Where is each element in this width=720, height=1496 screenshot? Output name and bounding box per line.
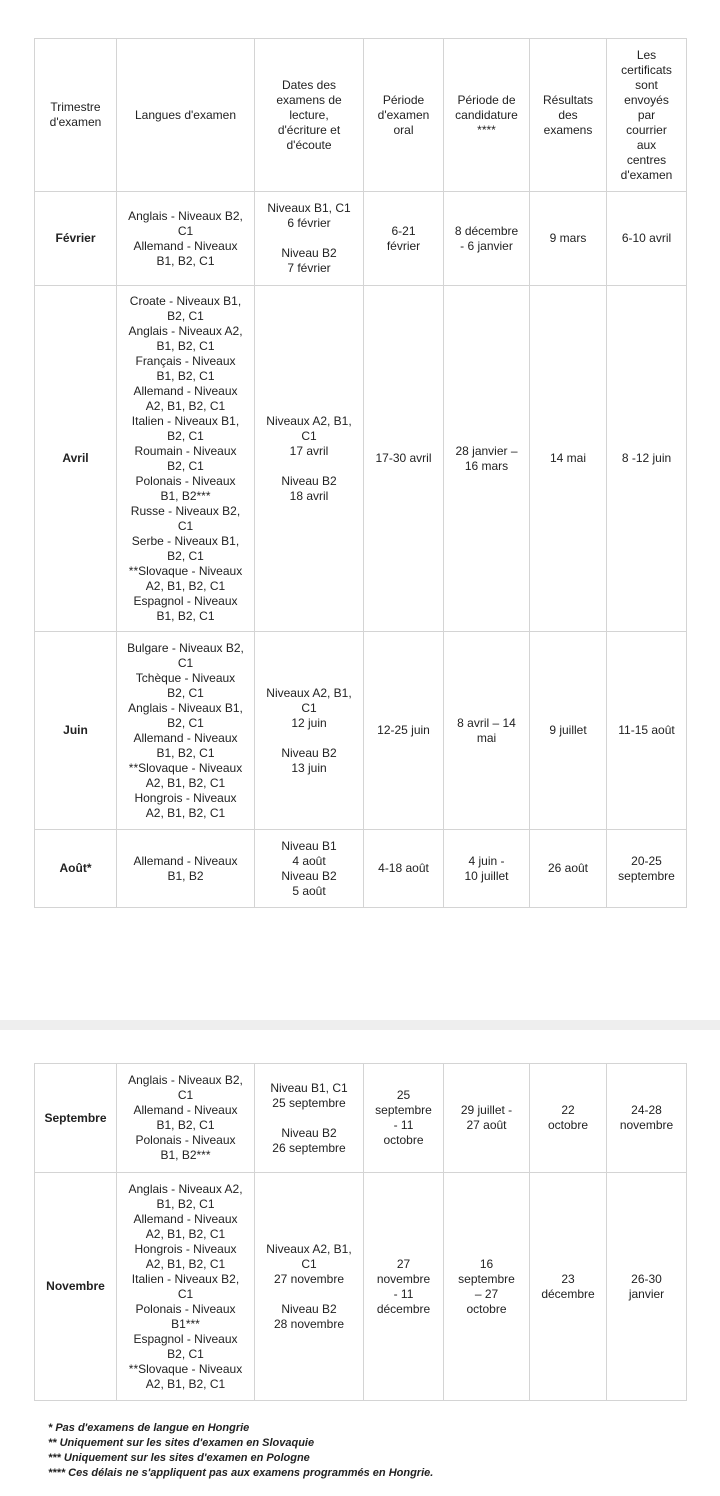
languages-cell: Croate - Niveaux B1, B2, C1 Anglais - Niveaux A2, B1, B2, C1 Français - Niveaux B1, B2, C1 Allemand - Niveaux A2, B1, B2, C1 Italien - Niveaux B1, B2, C1 Roumain - Niveaux B2, C1 Polonais - Niveaux B1, B2*** Russe - Niveaux B2, C1 Serbe - Niveaux B1, B2, C1 **Slovaque - Niveaux A2, B1, B2, C1 Espagnol - Niveaux B1, B2, C1 bbox=[117, 286, 255, 632]
application-cell: 4 juin - 10 juillet bbox=[444, 830, 530, 908]
languages-cell: Allemand - Niveaux B1, B2 bbox=[117, 830, 255, 908]
certificates-cell: 20-25 septembre bbox=[607, 830, 687, 908]
dates-cell: Niveaux A2, B1, C1 12 juin Niveau B2 13 juin bbox=[255, 632, 364, 830]
application-cell: 8 décembre - 6 janvier bbox=[444, 192, 530, 286]
footnote: ** Uniquement sur les sites d'examen en Slovaquie bbox=[48, 1437, 315, 1449]
table-row bbox=[35, 830, 687, 908]
certificates-cell: 6-10 avril bbox=[607, 192, 687, 286]
dates-cell: Niveau B1, C1 25 septembre Niveau B2 26 septembre bbox=[255, 1064, 364, 1173]
exam-schedule-table-continued bbox=[34, 1063, 687, 1401]
languages-cell: Anglais - Niveaux B2, C1 Allemand - Niveaux B1, B2, C1 bbox=[117, 192, 255, 286]
table-row bbox=[35, 192, 687, 286]
header-results: Résultats des examens bbox=[530, 39, 607, 192]
results-cell: 9 juillet bbox=[530, 632, 607, 830]
results-cell: 26 août bbox=[530, 830, 607, 908]
application-cell: 8 avril – 14 mai bbox=[444, 632, 530, 830]
quarter-cell: Novembre bbox=[35, 1173, 117, 1401]
oral-cell: 25 septembre - 11 octobre bbox=[364, 1064, 444, 1173]
exam-schedule-table bbox=[34, 38, 687, 908]
application-cell: 28 janvier – 16 mars bbox=[444, 286, 530, 632]
certificates-cell: 8 -12 juin bbox=[607, 286, 687, 632]
oral-cell: 4-18 août bbox=[364, 830, 444, 908]
dates-cell: Niveaux A2, B1, C1 27 novembre Niveau B2 28 novembre bbox=[255, 1173, 364, 1401]
table-row bbox=[35, 286, 687, 632]
oral-cell: 27 novembre - 11 décembre bbox=[364, 1173, 444, 1401]
oral-cell: 17-30 avril bbox=[364, 286, 444, 632]
dates-cell: Niveaux A2, B1, C1 17 avril Niveau B2 18 avril bbox=[255, 286, 364, 632]
footnotes bbox=[48, 1421, 708, 1481]
header-exam-dates: Dates des examens de lecture, d'écriture et d'écoute bbox=[255, 39, 364, 192]
quarter-cell: Juin bbox=[35, 632, 117, 830]
certificates-cell: 11-15 août bbox=[607, 632, 687, 830]
quarter-cell: Août* bbox=[35, 830, 117, 908]
oral-cell: 6-21 février bbox=[364, 192, 444, 286]
header-quarter: Trimestre d'examen bbox=[35, 39, 117, 192]
footnote: **** Ces délais ne s'appliquent pas aux examens programmés en Hongrie. bbox=[48, 1467, 434, 1479]
header-application-period: Période de candidature **** bbox=[444, 39, 530, 192]
results-cell: 22 octobre bbox=[530, 1064, 607, 1173]
quarter-cell: Avril bbox=[35, 286, 117, 632]
quarter-cell: Septembre bbox=[35, 1064, 117, 1173]
results-cell: 23 décembre bbox=[530, 1173, 607, 1401]
footnote: *** Uniquement sur les sites d'examen en Pologne bbox=[48, 1452, 310, 1464]
results-cell: 9 mars bbox=[530, 192, 607, 286]
application-cell: 29 juillet - 27 août bbox=[444, 1064, 530, 1173]
languages-cell: Anglais - Niveaux A2, B1, B2, C1 Allemand - Niveaux A2, B1, B2, C1 Hongrois - Niveaux A2, B1, B2, C1 Italien - Niveaux B2, C1 Polonais - Niveaux B1*** Espagnol - Niveaux B2, C1 **Slovaque - Niveaux A2, B1, B2, C1 bbox=[117, 1173, 255, 1401]
header-certificates: Les certificats sont envoyés par courrier aux centres d'examen bbox=[607, 39, 687, 192]
footnote: * Pas d'examens de langue en Hongrie bbox=[48, 1422, 250, 1434]
table-row bbox=[35, 632, 687, 830]
table-header-row bbox=[35, 39, 687, 192]
header-oral-period: Période d'examen oral bbox=[364, 39, 444, 192]
languages-cell: Anglais - Niveaux B2, C1 Allemand - Niveaux B1, B2, C1 Polonais - Niveaux B1, B2*** bbox=[117, 1064, 255, 1173]
quarter-cell: Février bbox=[35, 192, 117, 286]
oral-cell: 12-25 juin bbox=[364, 632, 444, 830]
header-languages: Langues d'examen bbox=[117, 39, 255, 192]
page-break-divider bbox=[0, 1020, 720, 1030]
dates-cell: Niveaux B1, C1 6 février Niveau B2 7 février bbox=[255, 192, 364, 286]
certificates-cell: 24-28 novembre bbox=[607, 1064, 687, 1173]
table-row bbox=[35, 1173, 687, 1401]
languages-cell: Bulgare - Niveaux B2, C1 Tchèque - Niveaux B2, C1 Anglais - Niveaux B1, B2, C1 Allemand - Niveaux B1, B2, C1 **Slovaque - Niveaux A2, B1, B2, C1 Hongrois - Niveaux A2, B1, B2, C1 bbox=[117, 632, 255, 830]
dates-cell: Niveau B1 4 août Niveau B2 5 août bbox=[255, 830, 364, 908]
certificates-cell: 26-30 janvier bbox=[607, 1173, 687, 1401]
application-cell: 16 septembre – 27 octobre bbox=[444, 1173, 530, 1401]
results-cell: 14 mai bbox=[530, 286, 607, 632]
table-row bbox=[35, 1064, 687, 1173]
